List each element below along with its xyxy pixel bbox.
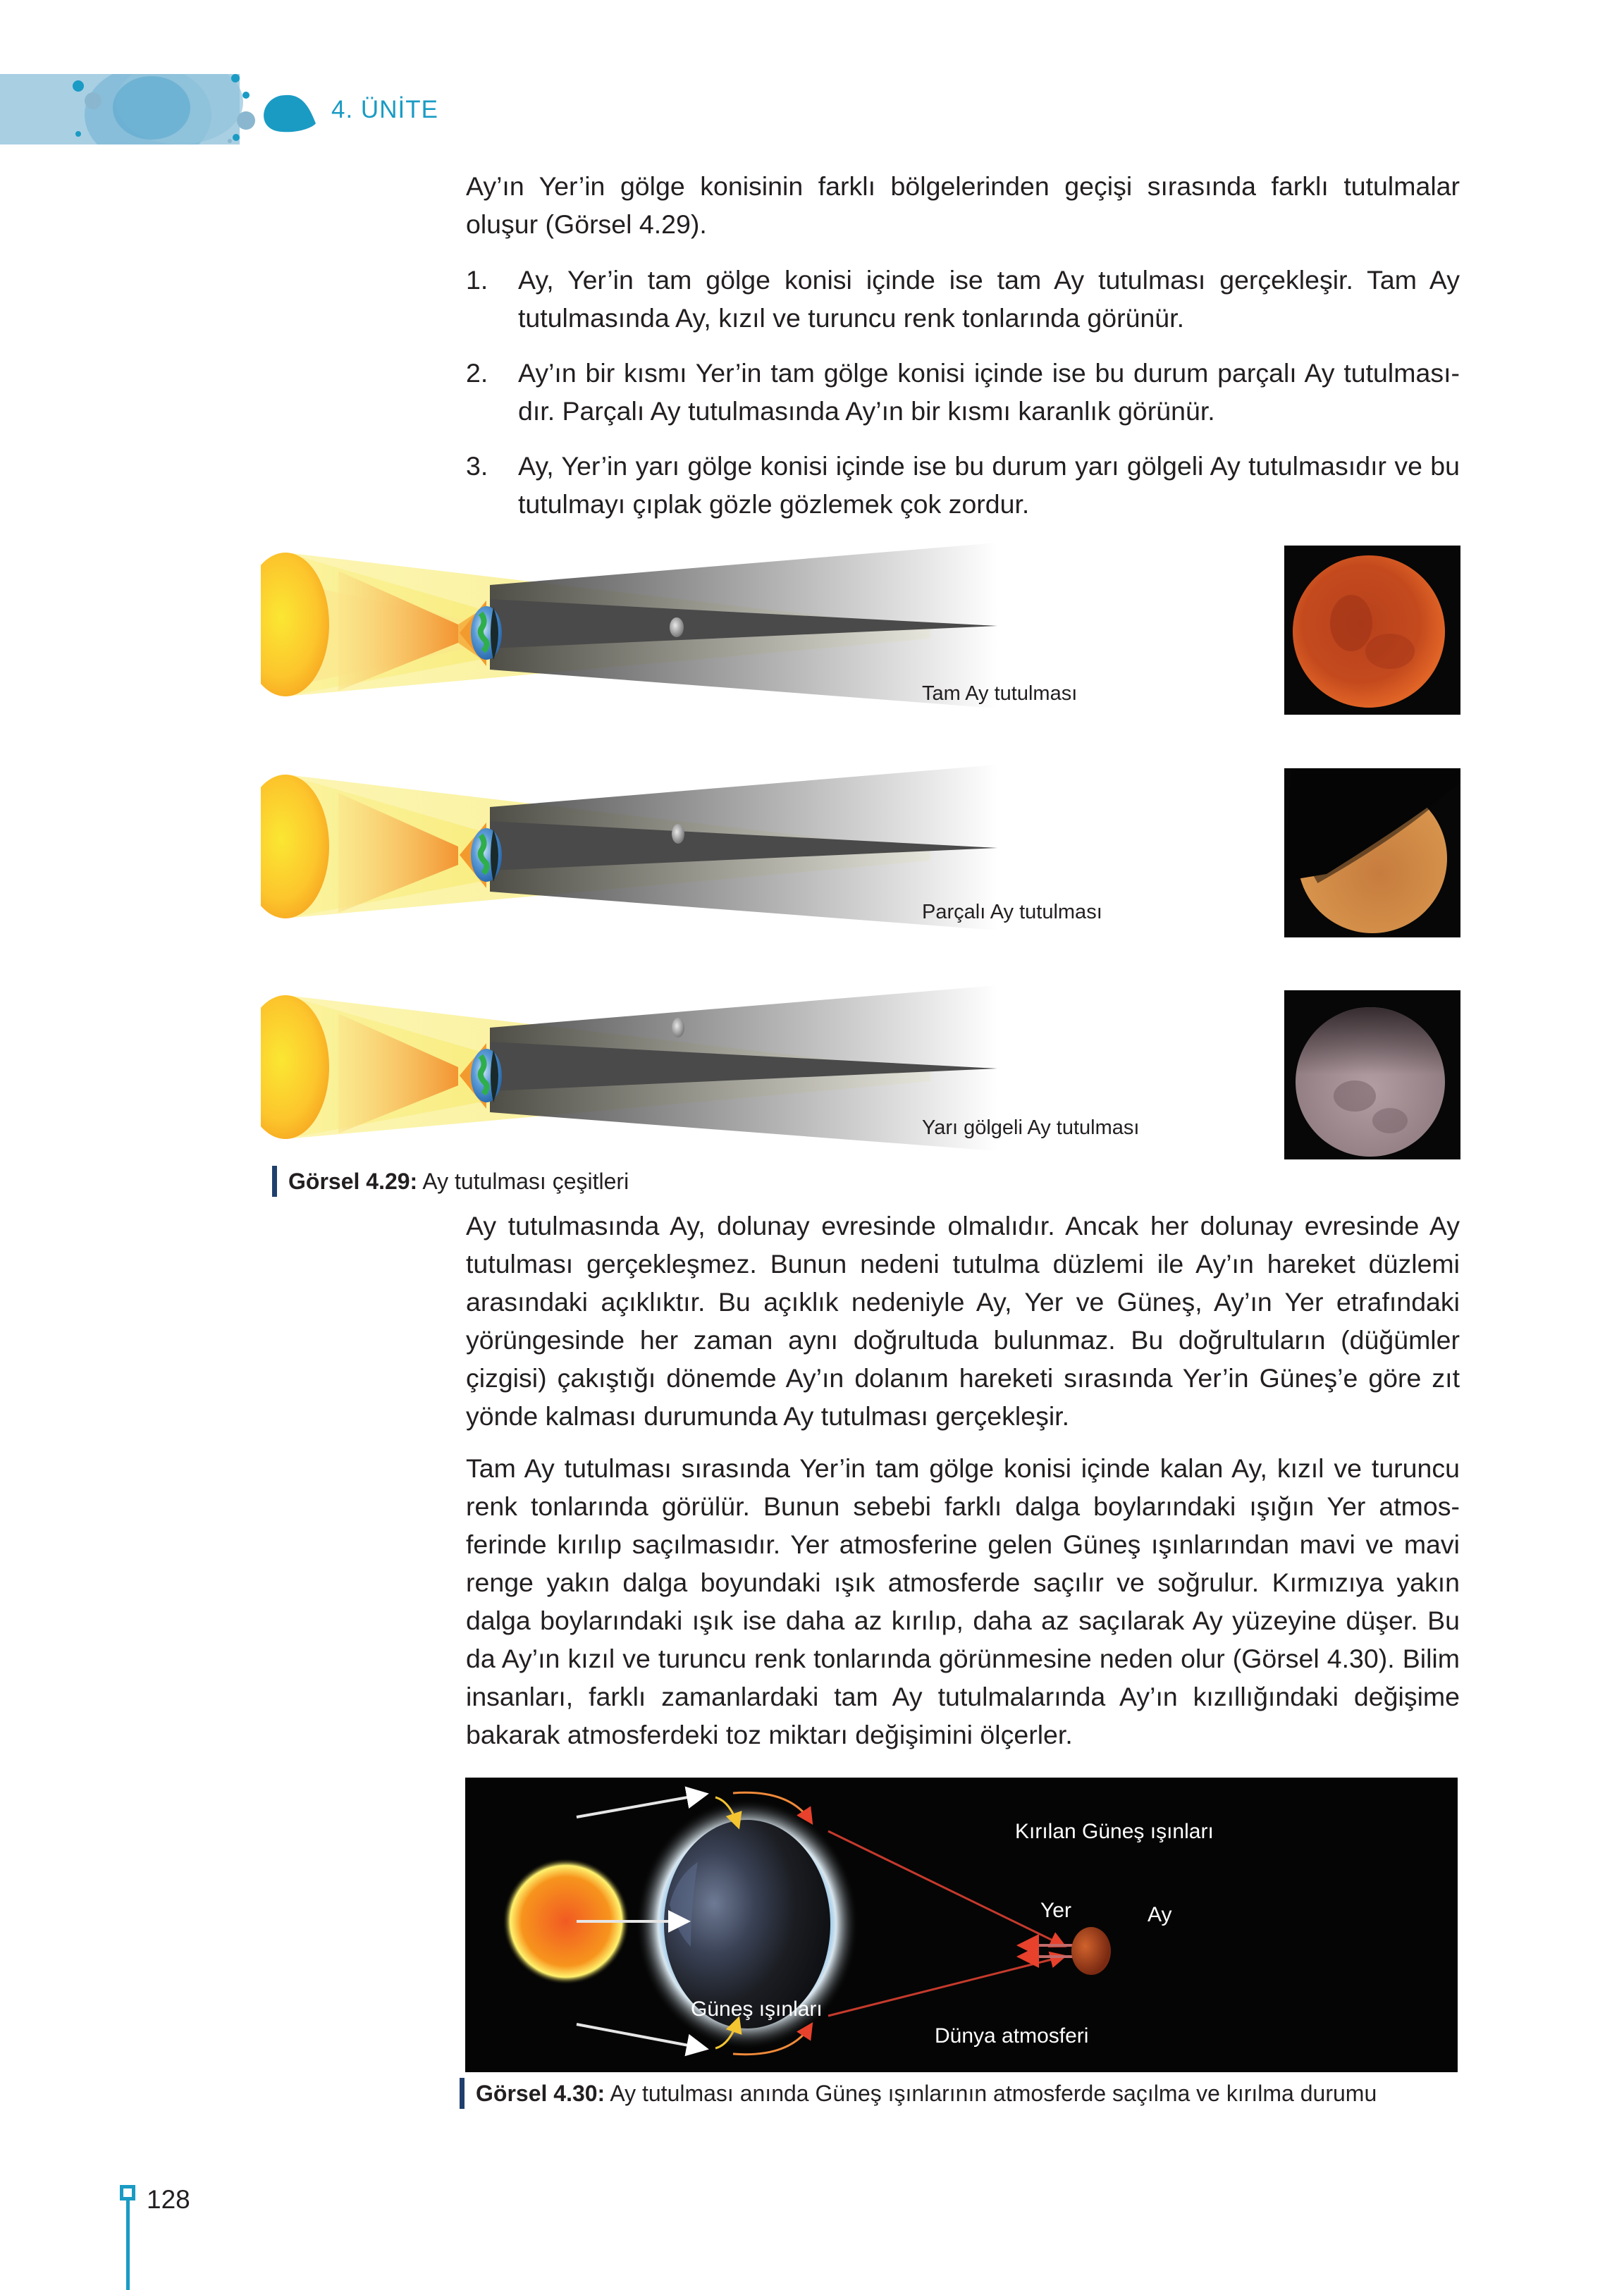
partial-moon-icon (1284, 768, 1460, 937)
unit-banner (0, 74, 324, 144)
figure-4-30 (465, 1778, 1458, 2072)
list-number: 2. (466, 358, 488, 388)
partial-eclipse-moon-photo (1284, 768, 1460, 937)
list-item (466, 447, 1460, 523)
figure-caption: Görsel 4.30: Ay tutulması anında Güneş ışınlarının atmosferde saçılma ve kırılma durumu (460, 2078, 1377, 2109)
page-number: 128 (147, 2185, 190, 2214)
list-text: Ay, Yer’in tam gölge konisi içinde ise tam Ay tutulması gerçekleşir. Tam Ay tutulmasında Ay, kızıl ve turuncu renk tonlarında görünür. (518, 265, 1460, 333)
page-line (126, 2199, 130, 2290)
paragraph: Tam Ay tutulması sırasında Yer’in tam gölge konisi içinde kalan Ay, kızıl ve turuncu renk tonlarında görülür. Bunun sebebi farklı dalga boylarındaki ışığın Yer atmos-ferinde kırılıp saçılmasıdır. Yer atmosferine gelen Güneş ışınlarından mavi ve mavi renge yakın dalga boyundaki ışık atmosferde saçılır ve soğrulur. Kırmızıya yakın dalga boylarındaki ışık ise daha az kırılıp, daha az saçılarak Ay yüzeyine düşer. Bu da Ay’ın kızıl ve turuncu renk tonlarında görünmesine neden olur (Görsel 4.30). Bilim insanları, farklı zamanlardaki tam Ay tutulmalarında Ay’ın kızıllığındaki değişime bakarak atmosferdeki toz miktarı değişimini ölçerler. (466, 1453, 1460, 1749)
label-earth: Yer (1040, 1899, 1071, 1922)
red-moon-icon (1284, 546, 1460, 715)
diagram-label: Parçalı Ay tutulması (922, 901, 1102, 923)
paragraph: Ay tutulmasında Ay, dolunay evresinde olmalıdır. Ancak her dolunay evresinde Ay tutulması gerçekleşmez. Bunun nedeni tutulma düzlemi ile Ay’ın hareket düzlemi arasındaki açıklıktır. Bu açıklık nedeniyle Ay, Yer ve Güneş, Ay’ın Yer etrafındaki yörüngesinde her zaman aynı doğrultuda bulunmaz. Bu doğrultuların (düğümler çizgisi) çakıştığı dönemde Ay’ın dolanım hareketi sırasında Yer’in Güneş’e göre zıt yönde kalması durumunda Ay tutulması gerçekleşir. (466, 1211, 1460, 1431)
eclipse-types-list (466, 261, 1460, 540)
diagram-label: Tam Ay tutulması (922, 682, 1078, 705)
label-refracted-rays: Kırılan Güneş ışınları (1015, 1820, 1214, 1843)
body-text (466, 1207, 1460, 1768)
label-moon: Ay (1148, 1903, 1172, 1926)
list-number: 3. (466, 451, 488, 481)
list-item (466, 354, 1460, 430)
label-sun-rays: Güneş ışınları (691, 1997, 823, 2021)
unit-title: 4. ÜNİTE (331, 96, 438, 123)
page-marker-icon (120, 2185, 135, 2200)
gray-moon-icon (1284, 990, 1460, 1159)
diagram-label: Yarı gölgeli Ay tutulması (922, 1116, 1140, 1139)
intro-paragraph: Ay’ın Yer’in gölge konisinin farklı bölgelerinden geçişi sırasında farklı tutulmalar oluşur (Görsel 4.29). (466, 171, 1460, 239)
figure-caption: Görsel 4.29: Ay tutulması çeşitleri (272, 1166, 629, 1197)
label-atmosphere: Dünya atmosferi (935, 2024, 1089, 2048)
penumbral-eclipse-moon-photo (1284, 990, 1460, 1159)
list-item (466, 261, 1460, 337)
list-text: Ay, Yer’in yarı gölge konisi içinde ise bu durum yarı gölgeli Ay tutulmasıdır ve bu tutulmayı çıplak gözle gözlemek çok zordur. (518, 451, 1460, 519)
list-text: Ay’ın bir kısmı Yer’in tam gölge konisi içinde ise bu durum parçalı Ay tutulması-dır. Parçalı Ay tutulmasında Ay’ın bir kısmı karanlık görünür. (518, 358, 1460, 426)
total-eclipse-moon-photo (1284, 546, 1460, 715)
list-number: 1. (466, 265, 488, 295)
decorative-bubbles-icon (0, 74, 324, 144)
